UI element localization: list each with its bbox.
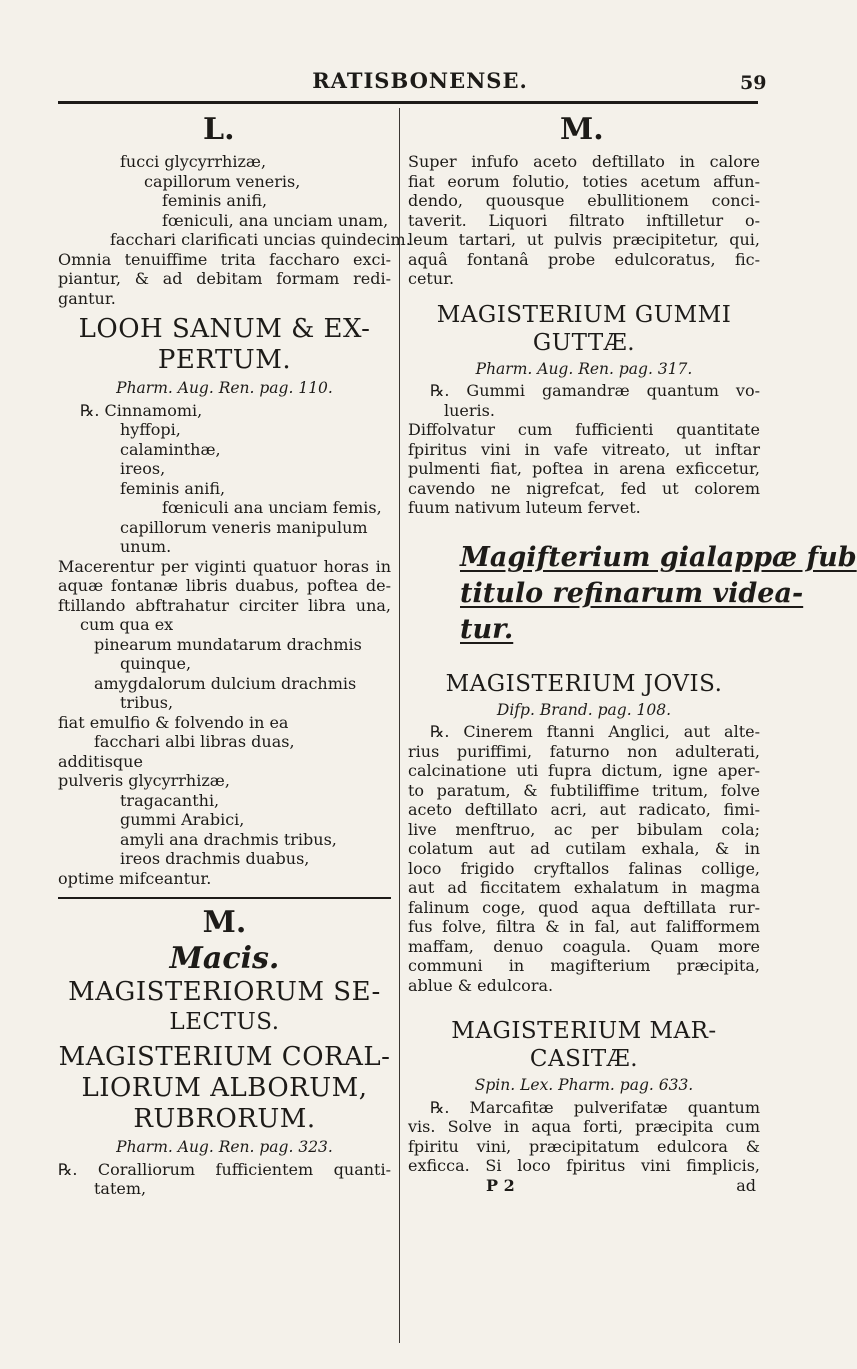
- header-rule: [58, 101, 758, 104]
- left-column: [58, 152, 411, 1199]
- text-line: fœniculi, ana unciam unam,: [162, 210, 389, 230]
- recipe-line: calcinatione uti fupra dictum, igne aper-: [408, 761, 760, 780]
- recipe-line: amygdalorum dulcium drachmis: [94, 673, 357, 693]
- recipe-line: falinum coge, quod aqua deftillata rur-: [408, 897, 760, 917]
- source-reference: Difp. Brand. pag. 108.: [496, 700, 672, 719]
- recipe-line: fuum nativum luteum fervet.: [408, 498, 641, 517]
- section-heading: MAGISTERIUM MAR-: [451, 1018, 717, 1044]
- recipe-line: communi in magifterium præcipita,: [408, 956, 760, 975]
- recipe-line: ℞. Cinnamomi,: [80, 400, 203, 420]
- source-reference: Spin. Lex. Pharm. pag. 633.: [474, 1076, 694, 1094]
- recipe-line: ftillando abftrahatur circiter libra una,: [58, 595, 391, 615]
- recipe-line: pulveris glycyrrhizæ,: [58, 771, 230, 790]
- source-reference: Pharm. Aug. Ren. pag. 110.: [116, 379, 333, 397]
- recipe-line: lueris.: [444, 400, 495, 420]
- text-line: facchari clarificati uncias quindecim.: [110, 230, 411, 249]
- cross-reference-note: Magifterium gialappæ fub: [460, 541, 857, 573]
- recipe-line: ℞. Cinerem ftanni Anglici, aut alte-: [430, 722, 760, 741]
- source-reference: Pharm. Aug. Ren. pag. 323.: [116, 1138, 333, 1156]
- text-line: cetur.: [408, 269, 455, 288]
- recipe-line: aquæ fontanæ libris duabus, poftea de-: [58, 576, 391, 595]
- text-line: capillorum veneris,: [144, 171, 301, 191]
- recipe-line: Diffolvatur cum fufficienti quantitate: [408, 420, 760, 439]
- recipe-line: ireos,: [120, 459, 166, 478]
- section-heading: MAGISTERIORUM SE-: [68, 977, 381, 1007]
- recipe-line: calaminthæ,: [120, 439, 221, 459]
- column-divider: [399, 108, 400, 1343]
- recipe-line: ablue & edulcora.: [408, 975, 554, 995]
- recipe-line: Macerentur per viginti quatuor horas in: [58, 556, 391, 576]
- recipe-line: rius puriffimi, faturno non adulterati,: [408, 741, 760, 761]
- recipe-line: additisque: [58, 751, 143, 771]
- recipe-line: exficca. Si loco fpiritus vini fimplicis,: [408, 1156, 760, 1175]
- recipe-line: amyli ana drachmis tribus,: [120, 829, 337, 849]
- source-reference: Pharm. Aug. Ren. pag. 317.: [475, 359, 693, 378]
- catchword: ad: [736, 1175, 756, 1195]
- text-line: fucci glycyrrhizæ,: [120, 152, 267, 171]
- section-heading: MAGISTERIUM JOVIS.: [445, 670, 723, 697]
- section-heading: LIORUM ALBORUM,: [81, 1073, 368, 1103]
- recipe-line: aut ad ficcitatem exhalatum in magma: [408, 878, 760, 897]
- recipe-line: vis. Solve in aqua forti, præcipita cum: [408, 1117, 760, 1136]
- recipe-line: cavendo ne nigrefcat, fed ut colorem: [408, 478, 760, 498]
- text-line: aquâ fontanâ probe edulcoratus, fic-: [408, 249, 760, 269]
- recipe-line: loco frigido cryftallos falinas collige,: [408, 858, 760, 878]
- text-line: taverit. Liquori filtrato inftilletur o-: [408, 210, 760, 230]
- text-line: fiat eorum folutio, toties acetum affun-: [408, 171, 760, 191]
- recipe-line: pinearum mundatarum drachmis: [94, 634, 362, 654]
- recipe-line: fus folve, filtra & in fal, aut falifformem: [408, 917, 760, 936]
- section-heading: PERTUM.: [157, 345, 292, 375]
- running-title: RATISBONENSE.: [312, 68, 528, 93]
- recipe-line: fpiritu vini, præcipitatum edulcora &: [408, 1136, 760, 1156]
- text-line: Super infufo aceto deftillato in calore: [408, 152, 760, 171]
- signature-mark: P 2: [486, 1175, 515, 1195]
- recipe-line: optime mifceantur.: [58, 868, 212, 888]
- text-line: piantur, & ad debitam formam redi-: [58, 269, 391, 288]
- cross-reference-note: tur.: [460, 613, 514, 645]
- recipe-line: tribus,: [120, 693, 174, 712]
- recipe-line: live menftruo, ac per bibulam cola;: [408, 819, 760, 839]
- recipe-line: tragacanthi,: [120, 790, 220, 810]
- recipe-line: colatum aut ad cutilam exhala, & in: [408, 839, 760, 858]
- page-footer-line: [408, 1176, 760, 1196]
- section-heading: LOOH SANUM & EX-: [78, 314, 371, 344]
- recipe-line: fœniculi ana unciam femis,: [162, 498, 382, 517]
- section-heading: RUBRORUM.: [133, 1104, 316, 1134]
- recipe-line: gummi Arabici,: [120, 810, 245, 829]
- recipe-line: aceto deftillato acri, aut radicato, fimi-: [408, 800, 760, 819]
- recipe-line: hyffopi,: [120, 420, 181, 439]
- recipe-line: ℞. Coralliorum fufficientem quanti-: [58, 1159, 391, 1179]
- text-line: Omnia tenuiffime trita faccharo exci-: [58, 249, 391, 269]
- recipe-line: cum qua ex: [80, 615, 174, 634]
- recipe-line: ℞. Gummi gamandræ quantum vo-: [430, 381, 760, 400]
- recipe-line: feminis anifi,: [120, 478, 226, 498]
- recipe-line: ireos drachmis duabus,: [120, 849, 310, 868]
- section-title: Macis.: [169, 941, 280, 976]
- text-line: leum tartari, ut pulvis præcipitetur, qui,: [408, 230, 760, 249]
- recipe-line: fiat emulfio & folvendo in ea: [58, 712, 289, 732]
- text-line: gantur.: [58, 288, 116, 308]
- right-column: [408, 152, 857, 1196]
- recipe-line: maffam, denuo coagula. Quam more: [408, 936, 760, 956]
- section-heading: MAGISTERIUM GUMMI: [436, 301, 732, 328]
- section-heading: GUTTÆ.: [532, 329, 636, 356]
- text-line: dendo, quousque ebullitionem conci-: [408, 191, 760, 210]
- section-heading: CASITÆ.: [529, 1046, 639, 1072]
- recipe-line: unum.: [120, 537, 172, 556]
- right-column-letter: M.: [560, 112, 604, 147]
- recipe-line: tatem,: [94, 1179, 147, 1198]
- section-letter: M.: [202, 905, 247, 940]
- recipe-line: quinque,: [120, 654, 192, 673]
- section-heading: LECTUS.: [169, 1009, 280, 1035]
- recipe-line: ℞. Marcafitæ pulverifatæ quantum: [430, 1097, 760, 1117]
- recipe-line: facchari albi libras duas,: [94, 732, 295, 751]
- section-heading: MAGISTERIUM CORAL-: [58, 1042, 391, 1072]
- recipe-line: capillorum veneris manipulum: [120, 517, 368, 537]
- left-column-letter: L.: [203, 112, 235, 147]
- text-line: feminis anifi,: [162, 191, 268, 210]
- cross-reference-note: titulo refinarum videa-: [460, 577, 804, 609]
- recipe-line: pulmenti fiat, poftea in arena exficcetur,: [408, 459, 760, 478]
- recipe-line: fpiritus vini in vafe vitreato, ut inftar: [408, 439, 760, 459]
- section-rule: [58, 897, 391, 899]
- page-number: 59: [740, 72, 767, 94]
- recipe-line: to paratum, & fubtiliffime tritum, folve: [408, 780, 760, 800]
